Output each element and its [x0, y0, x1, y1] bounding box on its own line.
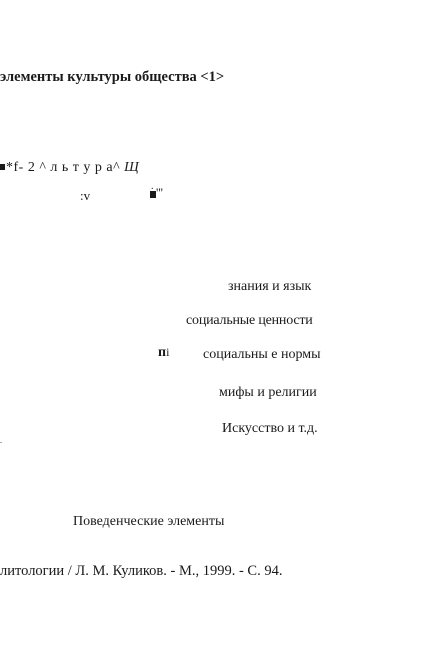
- element-art-etc: Искусство и т.д.: [222, 421, 318, 436]
- section-heading: элементы культуры общества <1>: [0, 69, 225, 85]
- scan-artifact-line: [0, 161, 139, 175]
- behavioral-elements-label: Поведенческие элементы: [73, 514, 225, 529]
- scan-artifact-pi-sub: i: [166, 345, 170, 359]
- scan-artifact-quotes: ''': [156, 185, 164, 200]
- scan-artifact-tick: .: [0, 436, 2, 445]
- element-social-values: социальные ценности: [186, 313, 313, 328]
- scan-artifact-small: :v: [80, 188, 91, 203]
- scan-artifact-text: *f- 2 ^ л ь т у р а^: [6, 160, 125, 175]
- scan-artifact-square: [0, 164, 5, 170]
- source-citation: литологии / Л. М. Куликов. - М., 1999. - С. 94.: [0, 563, 283, 579]
- element-knowledge-language: знания и язык: [228, 279, 312, 294]
- element-myths-religions: мифы и религии: [219, 385, 317, 400]
- element-social-norms: социальны е нормы: [203, 347, 321, 362]
- scan-artifact-dot: .: [151, 181, 154, 192]
- scan-artifact-pi-letter: п: [158, 345, 167, 360]
- scan-artifact-pi: [158, 346, 169, 360]
- scan-artifact-mark: [150, 181, 164, 200]
- scan-artifact-italic: Щ: [124, 160, 140, 175]
